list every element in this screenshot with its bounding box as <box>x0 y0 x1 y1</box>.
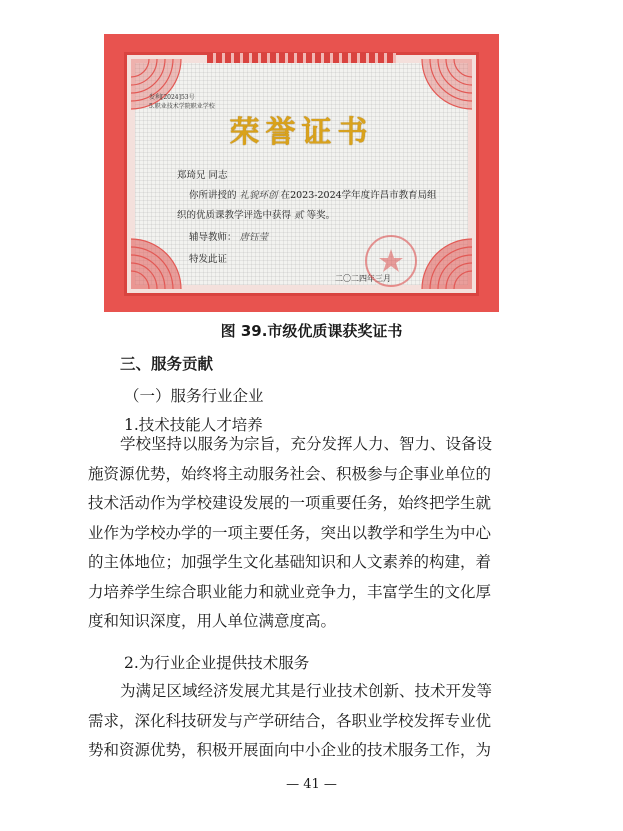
doc-number-text: 发利[2024]53号 <box>149 94 195 101</box>
item1-heading: 1.技术技能人才培养 <box>124 416 263 434</box>
advisor-label: 辅导教师： <box>189 232 237 243</box>
paragraph-line: 业作为学校办学的一项主要任务，突出以教学和学生为中心 <box>88 523 492 542</box>
line2-suffix: 等奖。 <box>306 210 336 221</box>
paragraph-line: 施资源优势，始终将主动服务社会、积极参与企事业单位的 <box>88 464 492 483</box>
paragraph-line: 的主体地位；加强学生文化基础知识和人文素养的构建，着 <box>88 553 492 571</box>
subsection-heading: （一）服务行业企业 <box>124 387 264 405</box>
award-level: 贰 <box>294 210 304 221</box>
certificate-line-2 <box>177 207 335 221</box>
paragraph-1 <box>88 430 534 637</box>
paragraph-line: 需求，深化科技研发与产学研结合，各职业学校发挥专业优 <box>88 711 492 730</box>
course-name: 礼貌环创 <box>239 190 278 201</box>
official-seal-icon <box>363 233 419 289</box>
fan-ornament-icon <box>416 233 472 289</box>
certificate-closing: 特发此证 <box>189 254 228 265</box>
page-number: — 41 — <box>286 777 337 792</box>
fan-ornament-icon <box>131 233 187 289</box>
advisor-name: 唐钰莹 <box>239 232 269 243</box>
certificate-advisor <box>189 229 268 243</box>
paragraph-line: 度和知识深度，用人单位满意度高。 <box>88 612 337 630</box>
line2-prefix: 织的优质课教学评选中获得 <box>177 210 292 221</box>
certificate-photo <box>104 34 499 312</box>
paragraph-line: 为满足区域经济发展尤其是行业技术创新、技术开发等 <box>120 682 493 700</box>
paragraph-line: 学校坚持以服务为宗旨，充分发挥人力、智力、设备设 <box>120 435 493 453</box>
certificate-date: 二〇二四年三月 <box>335 274 391 283</box>
item2-heading: 2.为行业企业提供技术服务 <box>124 654 310 672</box>
paragraph-line: 势和资源优势，积极开展面向中小企业的技术服务工作，为 <box>88 741 492 759</box>
section-heading: 三、服务贡献 <box>120 355 214 373</box>
paragraph-line: 力培养学生综合职业能力和就业竞争力，丰富学生的文化厚 <box>88 582 492 601</box>
certificate-title: 荣誉证书 <box>229 115 374 150</box>
certificate-line-1 <box>189 187 437 201</box>
line1-suffix: 在2023-2024学年度许昌市教育局组 <box>280 190 437 201</box>
doc-org-text: 5.职业技术学院职业学校 <box>149 103 215 110</box>
certificate-frame <box>124 52 479 296</box>
figure-caption: 图 39.市级优质课获奖证书 <box>220 322 403 340</box>
paragraph-line: 技术活动作为学校建设发展的一项重要任务，始终把学生就 <box>88 494 492 512</box>
paragraph-2 <box>88 677 534 766</box>
line1-prefix: 你所讲授的 <box>189 190 237 201</box>
certificate-recipient: 郑琦兄 同志 <box>177 170 228 181</box>
certificate-body <box>135 63 468 285</box>
